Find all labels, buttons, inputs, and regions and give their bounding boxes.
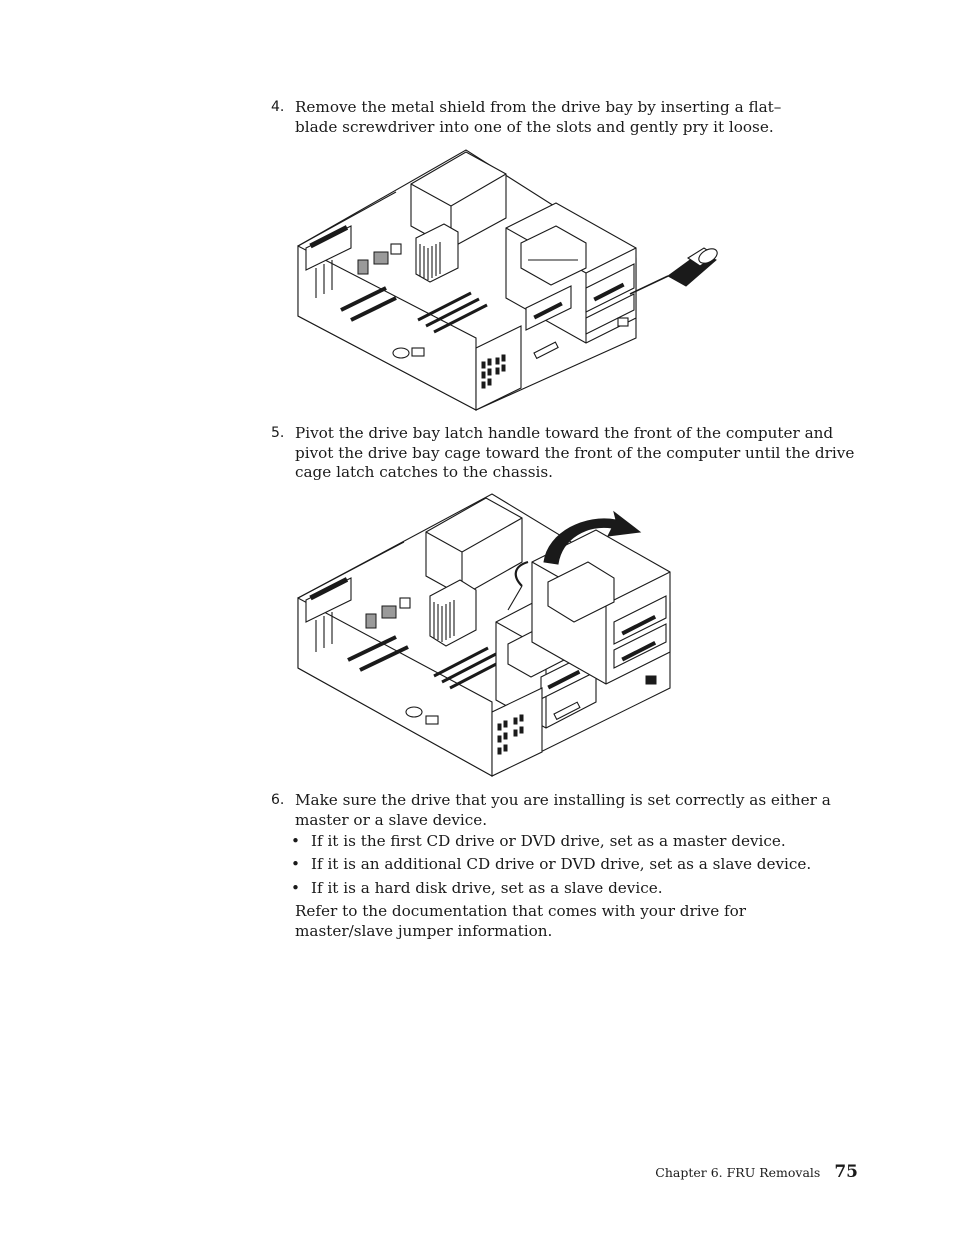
- step-number: 5.: [271, 425, 285, 441]
- step-text: Remove the metal shield from the drive bay by inserting a flat–blade screwdriver into one of the slots and gently pry it loose.: [295, 98, 782, 136]
- bullet-item: [291, 855, 811, 875]
- step-6: [271, 791, 871, 830]
- bullet-text: If it is an additional CD drive or DVD drive, set as a slave device.: [311, 855, 812, 873]
- figure-pivot-drive-cage: [296, 492, 676, 778]
- note-text: Refer to the documentation that comes with your drive for master/slave jumper information.: [295, 902, 747, 940]
- chapter-label: Chapter 6. FRU Removals: [655, 1165, 821, 1180]
- bullet-symbol: •: [291, 855, 300, 873]
- bullet-item: [291, 879, 663, 899]
- step-text: Pivot the drive bay latch handle toward the front of the computer and pivot the drive bay cage toward the front of the computer until the drive cage latch catches to the chassis.: [295, 424, 855, 481]
- master-slave-note: [271, 902, 871, 941]
- page-number: 75: [834, 1162, 858, 1182]
- bullet-text: If it is the first CD drive or DVD drive, set as a master device.: [311, 832, 786, 850]
- bullet-symbol: •: [291, 879, 300, 897]
- bullet-text: If it is a hard disk drive, set as a slave device.: [311, 879, 663, 897]
- page-footer: [655, 1162, 858, 1182]
- step-text: Make sure the drive that you are installing is set correctly as either a master or a slave device.: [295, 791, 831, 829]
- bullet-item: [291, 832, 786, 852]
- step-5: [271, 424, 871, 483]
- step-4: [271, 98, 871, 137]
- step-number: 6.: [271, 792, 285, 808]
- bullet-symbol: •: [291, 832, 300, 850]
- step-number: 4.: [271, 99, 285, 115]
- figure-remove-shield: [296, 148, 726, 412]
